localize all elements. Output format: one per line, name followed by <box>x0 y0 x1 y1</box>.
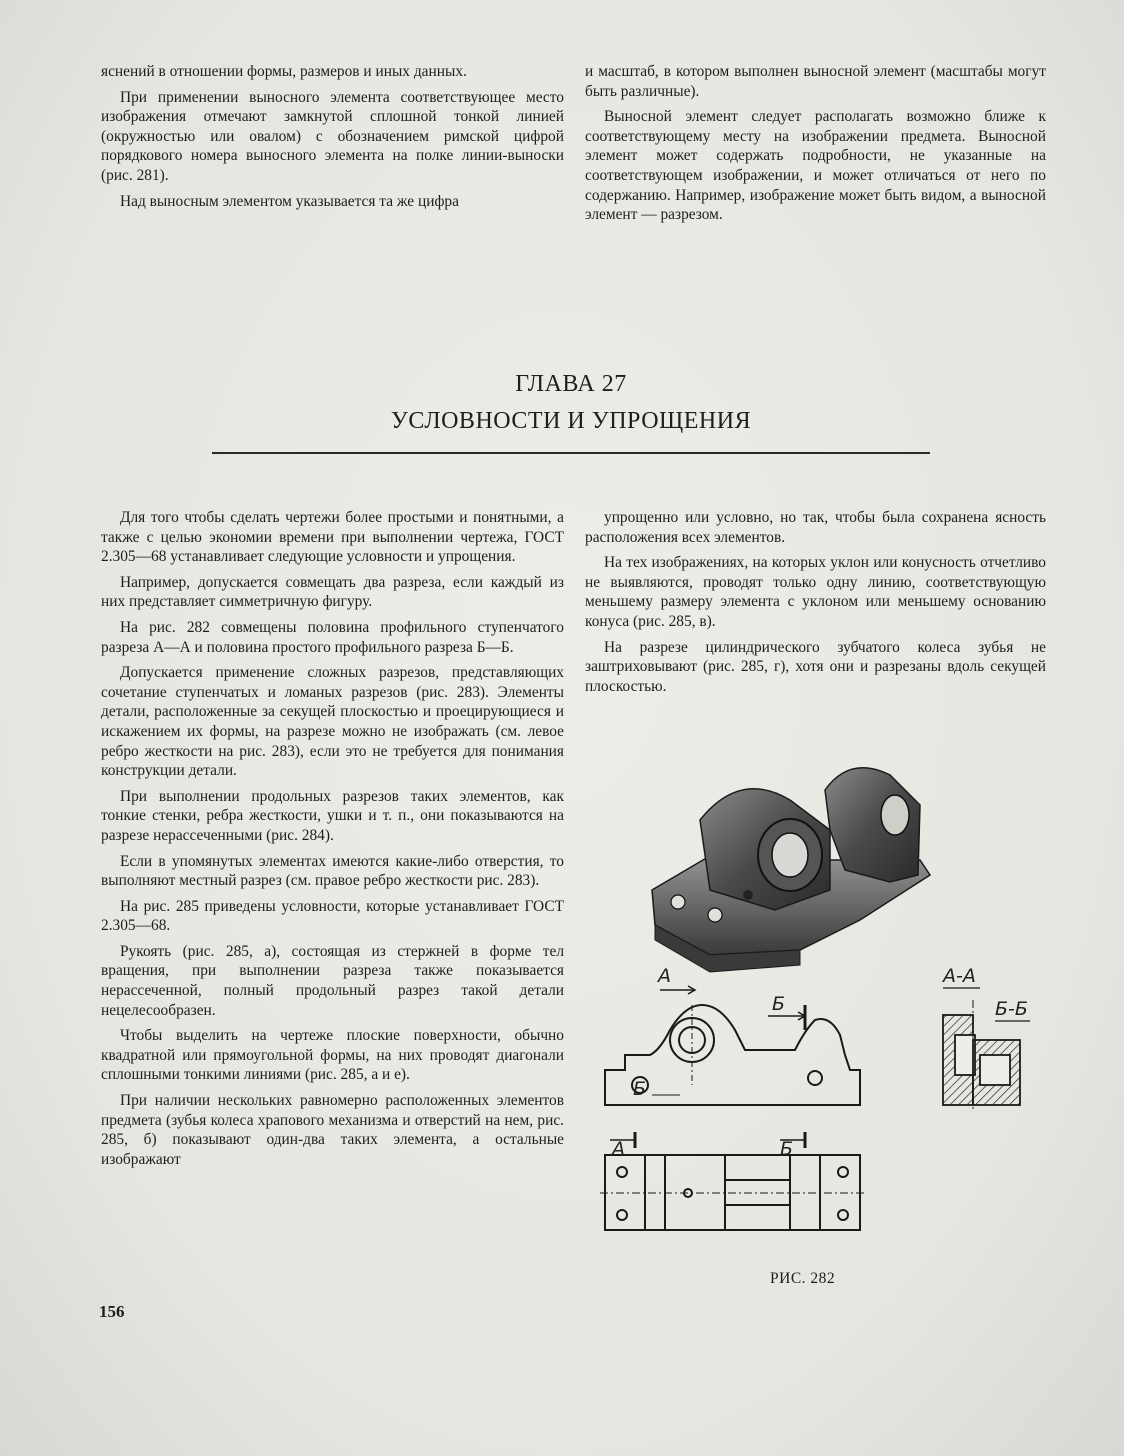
top-view <box>600 1155 865 1230</box>
bottom-left-column <box>101 508 564 1175</box>
paragraph: На разрезе цилиндрического зубчатого колеса зубья не заштриховывают (рис. 285, г), хотя они и разрезаны вдоль секущей плоскостью. <box>585 638 1046 695</box>
chapter-number: ГЛАВА 27 <box>515 371 627 397</box>
page-number: 156 <box>99 1302 125 1321</box>
bottom-right-column <box>585 508 1046 702</box>
figure-caption: РИС. 282 <box>770 1270 836 1287</box>
label-b-small: Б <box>633 1078 647 1100</box>
paragraph: Допускается применение сложных разрезов, представляющих сочетание ступенчатых и ломаных разрезов (рис. 283). Элементы детали, расположенные за секущей плоскостью и проецирующиеся и искажением их формы, на разрезе можно не изображать (см. левое ребро жесткости на рис. 283), если это не требуется для понимания конструкции детали. <box>101 664 564 780</box>
label-b-top: Б <box>780 1138 794 1160</box>
paragraph: упрощенно или условно, но так, чтобы была сохранена ясность расположения всех элементов. <box>585 509 1046 546</box>
top-right-column <box>585 62 1046 231</box>
chapter-title: УСЛОВНОСТИ И УПРОЩЕНИЯ <box>390 408 752 434</box>
paragraph: и масштаб, в котором выполнен выносной элемент (масштабы могут быть различные). <box>585 63 1046 100</box>
isometric-part <box>652 768 930 972</box>
paragraph: Рукоять (рис. 285, а), состоящая из стержней в форме тел вращения, при выполнении разреза также показывается нерассеченной, полный продольный разрез такой детали нецелесообразен. <box>101 942 564 1019</box>
paragraph: Если в упомянутых элементах имеются какие-либо отверстия, то выполняют местный разрез (см. правое ребро жесткости рис. 283). <box>101 852 564 890</box>
section-bb-label: Б-Б <box>995 998 1028 1020</box>
label-a-top: А <box>612 1138 625 1160</box>
paragraph: При наличии нескольких равномерно расположенных элементов предмета (зубья колеса храпового механизма и отверстий на нем, рис. 285, б) показывают один-два таких элемента, а остальные изображают <box>101 1092 564 1168</box>
paragraph: яснений в отношении формы, размеров и иных данных. <box>101 63 467 80</box>
top-view-cut-marks <box>610 1132 805 1148</box>
paragraph: На тех изображениях, на которых уклон или конусность отчетливо не выявляются, проводят только одну линию, соответствующую меньшему размеру элемента с уклоном или меньшему основанию конуса (рис. 285, в). <box>585 554 1046 630</box>
section-aa-label: А-А <box>943 965 976 987</box>
paragraph: Выносной элемент следует располагать возможно ближе к соответствующему месту на изображении предмета. Выносной элемент может содержать подробности, не указанные на соответствующем изображении, и может отличаться от него по содержанию. Например, изображение может быть видом, а выносной элемент — разрезом. <box>585 108 1046 224</box>
top-left-column <box>101 62 564 217</box>
paragraph: При применении выносного элемента соответствующее место изображения отмечают замкнутой сплошной тонкой линией (окружностью или овалом) с обозначением римской цифрой порядкового номера выносного элемента на полке линии-выноски (рис. 281). <box>101 88 564 184</box>
paragraph: Над выносным элементом указывается та же цифра <box>120 192 459 210</box>
chapter-divider <box>212 452 930 454</box>
paragraph: На рис. 285 приведены условности, которые устанавливает ГОСТ 2.305—68. <box>101 897 564 935</box>
figure-282-drawing <box>600 750 1040 1250</box>
paragraph: Например, допускается совмещать два разреза, если каждый из них представляет симметричную фигуру. <box>101 573 564 611</box>
paragraph: На рис. 282 совмещены половина профильного ступенчатого разреза А—А и половина простого профильного разреза Б—Б. <box>101 618 564 656</box>
label-a-front: А <box>658 965 671 987</box>
paragraph: Для того чтобы сделать чертежи более простыми и понятными, а также с целью экономии времени при выполнении чертежа, ГОСТ 2.305—68 устанавливает следующие условности и упрощения. <box>101 509 564 566</box>
paragraph: При выполнении продольных разрезов таких элементов, как тонкие стенки, ребра жесткости, ушки и т. п., они показываются на разрезе нерассеченными (рис. 284). <box>101 787 564 844</box>
label-b-front: Б <box>772 993 786 1015</box>
paragraph: Чтобы выделить на чертеже плоские поверхности, обычно квадратной или прямоугольной формы, на них проводят диагонали сплошными тонкими линиями (рис. 285, а и е). <box>101 1027 564 1084</box>
